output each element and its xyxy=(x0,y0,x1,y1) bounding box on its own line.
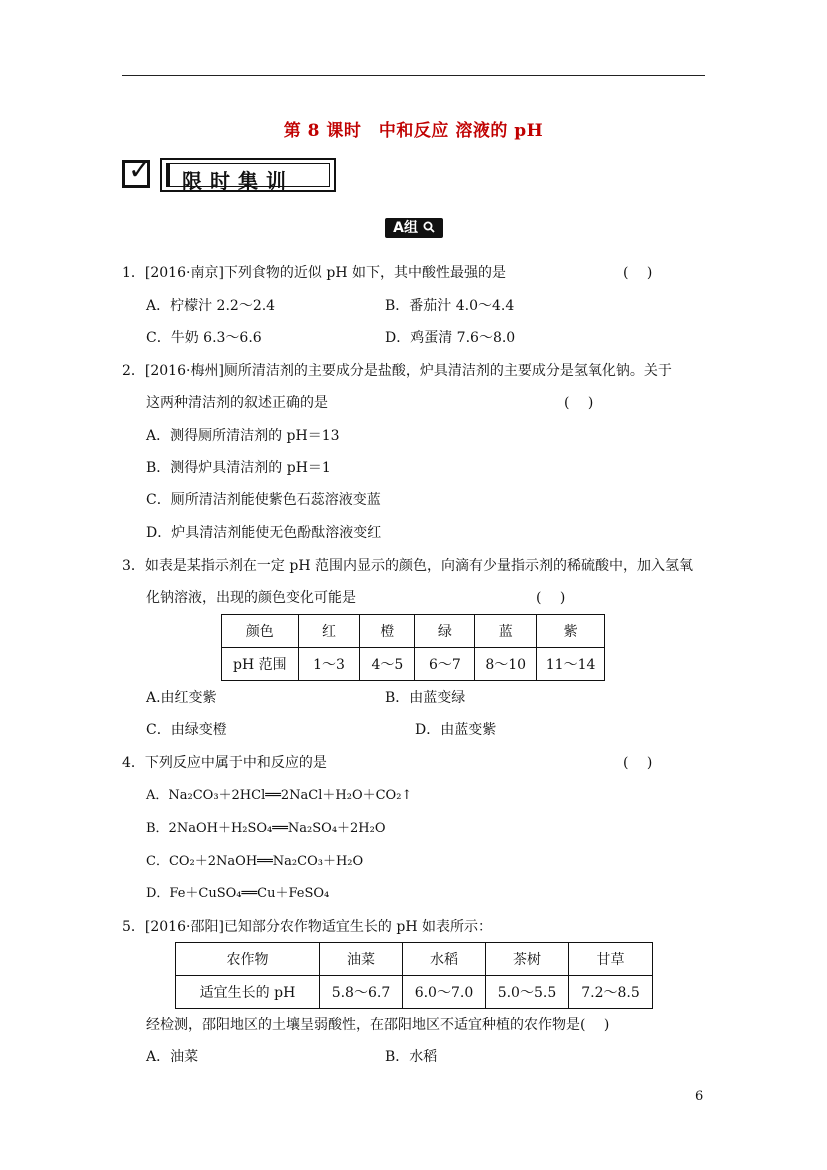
q2-option-a: A．测得厕所清洁剂的 pH＝13 xyxy=(146,428,340,444)
q2-stem-line1: 2．[2016·梅州]厕所清洁剂的主要成分是盐酸，炉具清洁剂的主要成分是氢氧化钠。关于 xyxy=(122,363,672,379)
table-cell: 适宜生长的 pH xyxy=(176,976,320,1009)
table-cell: 蓝 xyxy=(475,615,537,648)
group-label: A组 xyxy=(393,220,418,236)
q2-option-b: B．测得炉具清洁剂的 pH＝1 xyxy=(146,460,331,476)
q2-answer-paren: ( ) xyxy=(564,395,594,411)
q5-stem: 5．[2016·邵阳]已知部分农作物适宜生长的 pH 如表所示： xyxy=(122,919,492,935)
table-cell: 6～7 xyxy=(415,648,475,681)
q1-stem: 1．[2016·南京]下列食物的近似 pH 如下，其中酸性最强的是 xyxy=(122,265,506,281)
header-rule xyxy=(122,75,705,76)
table-cell: 颜色 xyxy=(222,615,299,648)
q1-option-a: A．柠檬汁 2.2～2.4 xyxy=(146,298,276,314)
table-cell: 油菜 xyxy=(319,943,402,976)
table-cell: 5.8～6.7 xyxy=(319,976,402,1009)
table-cell: 7.2～8.5 xyxy=(568,976,652,1009)
table-cell: 农作物 xyxy=(176,943,320,976)
table-cell: 11～14 xyxy=(537,648,605,681)
page-number: 6 xyxy=(695,1089,704,1104)
table-cell: 甘草 xyxy=(568,943,652,976)
checkmark-icon: ✓ xyxy=(128,153,152,186)
section-banner xyxy=(122,153,338,194)
q4-stem: 4．下列反应中属于中和反应的是 xyxy=(122,755,327,771)
q4-option-d: D．Fe＋CuSO₄══Cu＋FeSO₄ xyxy=(146,886,330,901)
q2-option-d: D．炉具清洁剂能使无色酚酞溶液变红 xyxy=(146,525,382,541)
q3-answer-paren: ( ) xyxy=(536,590,566,606)
table-cell: 水稻 xyxy=(402,943,485,976)
table-cell: 8～10 xyxy=(475,648,537,681)
table-cell: 茶树 xyxy=(485,943,568,976)
table-cell: 6.0～7.0 xyxy=(402,976,485,1009)
q2-option-c: C．厕所清洁剂能使紫色石蕊溶液变蓝 xyxy=(146,492,381,508)
table-row xyxy=(176,976,653,1009)
q5-option-b: B．水稻 xyxy=(385,1049,438,1065)
table-cell: pH 范围 xyxy=(222,648,299,681)
q3-option-b: B．由蓝变绿 xyxy=(385,690,466,706)
table-cell: 绿 xyxy=(415,615,475,648)
q3-option-d: D．由蓝变紫 xyxy=(415,722,497,738)
table-cell: 5.0～5.5 xyxy=(485,976,568,1009)
table-cell: 紫 xyxy=(537,615,605,648)
q1-option-c: C．牛奶 6.3～6.6 xyxy=(146,330,262,346)
q1-option-d: D．鸡蛋清 7.6～8.0 xyxy=(385,330,516,346)
table-row xyxy=(222,648,605,681)
table-cell: 红 xyxy=(298,615,360,648)
q4-option-b: B．2NaOH＋H₂SO₄══Na₂SO₄＋2H₂O xyxy=(146,821,386,836)
table-cell: 1～3 xyxy=(298,648,360,681)
banner-frame xyxy=(160,158,336,192)
banner-label: 限时集训 xyxy=(182,169,294,193)
q3-option-a: A.由红变紫 xyxy=(146,690,217,706)
q3-stem-line2: 化钠溶液，出现的颜色变化可能是 xyxy=(146,590,356,606)
q3-option-c: C．由绿变橙 xyxy=(146,722,227,738)
page-title: 第 8 课时 中和反应 溶液的 pH xyxy=(283,121,544,141)
magnifier-icon xyxy=(423,221,435,233)
table-cell: 4～5 xyxy=(360,648,415,681)
q4-answer-paren: ( ) xyxy=(623,755,653,771)
q5-crop-table xyxy=(175,942,653,1009)
q3-color-table xyxy=(221,614,605,681)
q4-option-a: A．Na₂CO₃＋2HCl══2NaCl＋H₂O＋CO₂↑ xyxy=(146,788,413,803)
q2-stem-line2: 这两种清洁剂的叙述正确的是 xyxy=(146,395,328,411)
q5-stem2: 经检测，邵阳地区的土壤呈弱酸性，在邵阳地区不适宜种植的农作物是( ) xyxy=(146,1017,610,1033)
q1-answer-paren: ( ) xyxy=(623,265,653,281)
q1-option-b: B．番茄汁 4.0～4.4 xyxy=(385,298,515,314)
table-row xyxy=(176,943,653,976)
table-cell: 橙 xyxy=(360,615,415,648)
group-badge xyxy=(385,218,443,238)
q4-option-c: C．CO₂＋2NaOH══Na₂CO₃＋H₂O xyxy=(146,854,364,869)
q3-stem-line1: 3．如表是某指示剂在一定 pH 范围内显示的颜色，向滴有少量指示剂的稀硫酸中，加入氢氧 xyxy=(122,558,693,574)
checkbox-icon xyxy=(122,153,152,188)
q5-option-a: A．油菜 xyxy=(146,1049,199,1065)
table-row xyxy=(222,615,605,648)
